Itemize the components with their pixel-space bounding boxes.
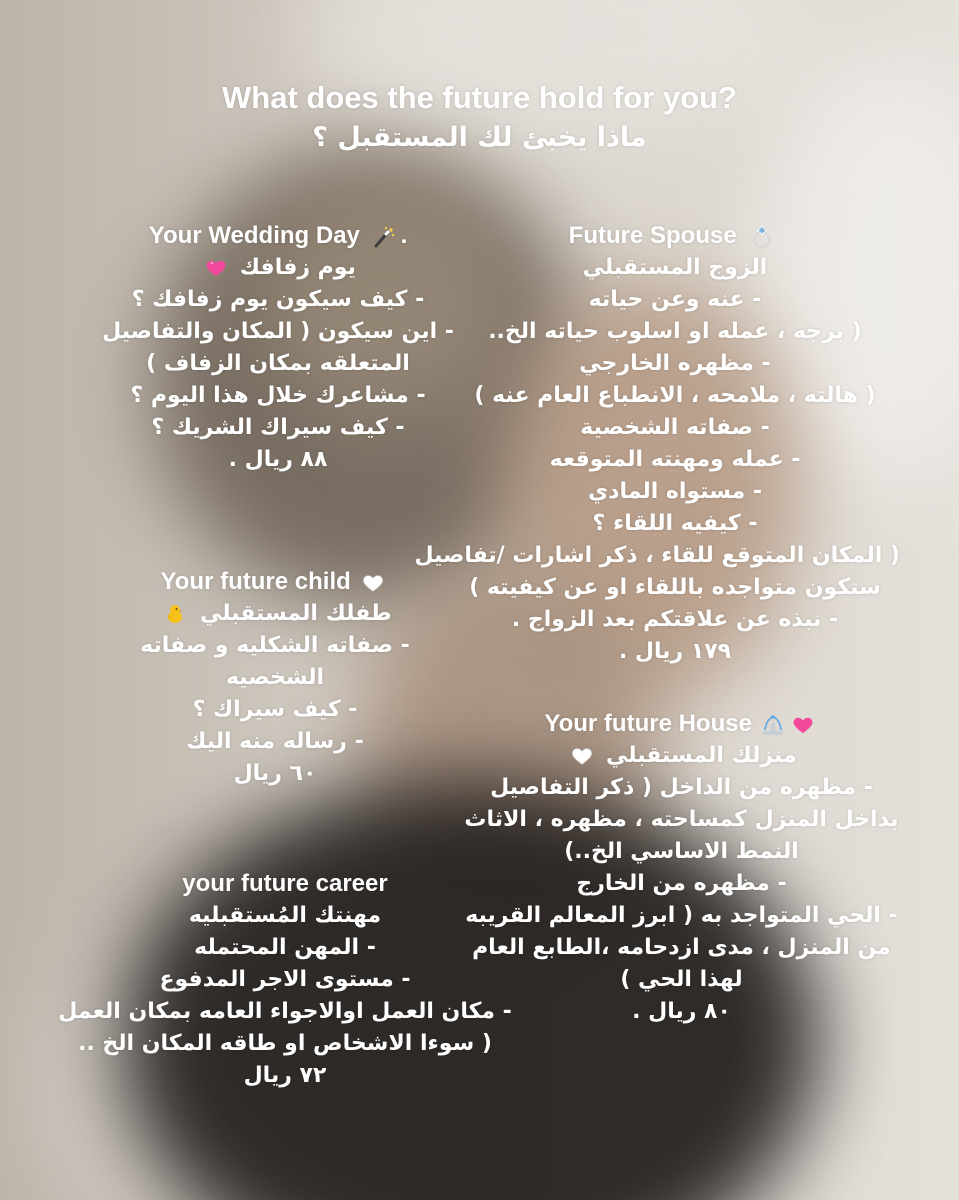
career-heading: your future career [182, 870, 388, 897]
child-heading [120, 566, 430, 598]
house-line-4: - مظهره من الخارج [576, 871, 787, 896]
future-spouse-section [414, 220, 900, 668]
pink-heart-icon [792, 716, 814, 734]
spouse-line-11: - نبذه عن علاقتكم بعد الزواج . [511, 607, 839, 632]
wedding-line-3: المتعلقه بمكان الزفاف ) [146, 351, 410, 376]
child-line-2: الشخصيه [225, 665, 325, 690]
spouse-heading [450, 220, 900, 252]
fountain-icon [761, 714, 785, 736]
house-line-1: - مظهره من الداخل ( ذكر التفاصيل [490, 775, 873, 800]
child-line-1: - صفاته الشكليه و صفاته [140, 633, 410, 658]
spouse-line-2: ( برجه ، عمله او اسلوب حياته الخ.. [488, 319, 862, 344]
title-english: What does the future hold for you? [222, 80, 737, 115]
spouse-line-10: ستكون متواجده باللقاء او عن كيفيته ) [469, 575, 881, 600]
wedding-day-section [88, 220, 468, 476]
spouse-line-4: ( هالته ، ملامحه ، الانطباع العام عنه ) [474, 383, 876, 408]
house-line-2: بداخل المنزل كمساحته ، مظهره ، الاثاث [464, 807, 899, 832]
wedding-line-2: - اين سيكون ( المكان والتفاصيل [102, 319, 454, 344]
child-line-3: - كيف سيراك ؟ [192, 697, 358, 722]
spouse-heading-text: Future Spouse [568, 222, 737, 249]
child-price: ٦٠ ريال [233, 761, 317, 786]
child-line-0: طفلك المستقبلي [120, 598, 430, 630]
wedding-line-0: يوم زفافك [88, 252, 468, 284]
ring-icon [749, 225, 775, 249]
spouse-line-9: ( المكان المتوقع للقاء ، ذكر اشارات /تفاصيل [414, 543, 900, 568]
future-child-section [120, 566, 430, 790]
house-line-5: - الحي المتواجد به ( ابرز المعالم القريبه [465, 903, 898, 928]
spouse-line-5: - صفاته الشخصية [580, 415, 770, 440]
wedding-heading-text: Your Wedding Day [148, 222, 360, 249]
wedding-line-1: - كيف سيكون يوم زفافك ؟ [131, 287, 425, 312]
chick-icon [164, 603, 186, 625]
career-line-0: مهنتك المُستقبليه [188, 903, 382, 928]
spouse-line-0: الزوج المستقبلي [582, 255, 768, 280]
career-line-2: - مستوى الاجر المدفوع [159, 967, 411, 992]
title-arabic: ماذا يخبئ لك المستقبل ؟ [312, 122, 647, 153]
career-line-4: ( سوءا الاشخاص او طاقه المكان الخ .. [78, 1031, 492, 1056]
house-line-3: النمط الاساسي الخ..) [564, 839, 799, 864]
page-title [0, 78, 959, 158]
house-line-7: لهذا الحي ) [620, 967, 743, 992]
wedding-heading-suffix: . [400, 222, 408, 249]
career-line-1: - المهن المحتمله [194, 935, 376, 960]
spouse-line-3: - مظهره الخارجي [579, 351, 771, 376]
career-price: ٧٢ ريال [243, 1063, 327, 1088]
wedding-heading [88, 220, 468, 252]
white-heart-icon [362, 574, 384, 592]
child-heading-text: Your future child [160, 568, 351, 595]
spouse-price: ١٧٩ ريال . [618, 639, 732, 664]
wedding-line-5: - كيف سيراك الشريك ؟ [151, 415, 405, 440]
child-line-4: - رساله منه اليك [186, 729, 364, 754]
spouse-line-8: - كيفيه اللقاء ؟ [592, 511, 758, 536]
house-line-6: من المنزل ، مدى ازدحامه ،الطابع العام [472, 935, 891, 960]
house-line-0: منزلك المستقبلي [454, 740, 909, 772]
pink-heart-icon [205, 259, 227, 277]
magic-wand-icon [372, 226, 396, 248]
wedding-line-4: - مشاعرك خلال هذا اليوم ؟ [130, 383, 426, 408]
career-line-3: - مكان العمل اوالاجواء العامه بمكان العمل [58, 999, 512, 1024]
house-heading-text: Your future House [544, 710, 752, 737]
spouse-line-7: - مستواه المادي [587, 479, 763, 504]
spouse-line-1: - عنه وعن حياته [588, 287, 762, 312]
house-heading [454, 708, 909, 740]
wedding-price: ٨٨ ريال . [228, 447, 328, 472]
spouse-line-6: - عمله ومهنته المتوقعه [549, 447, 801, 472]
house-price: ٨٠ ريال . [632, 999, 731, 1024]
white-heart-icon [571, 747, 593, 765]
future-career-section [30, 868, 540, 1092]
